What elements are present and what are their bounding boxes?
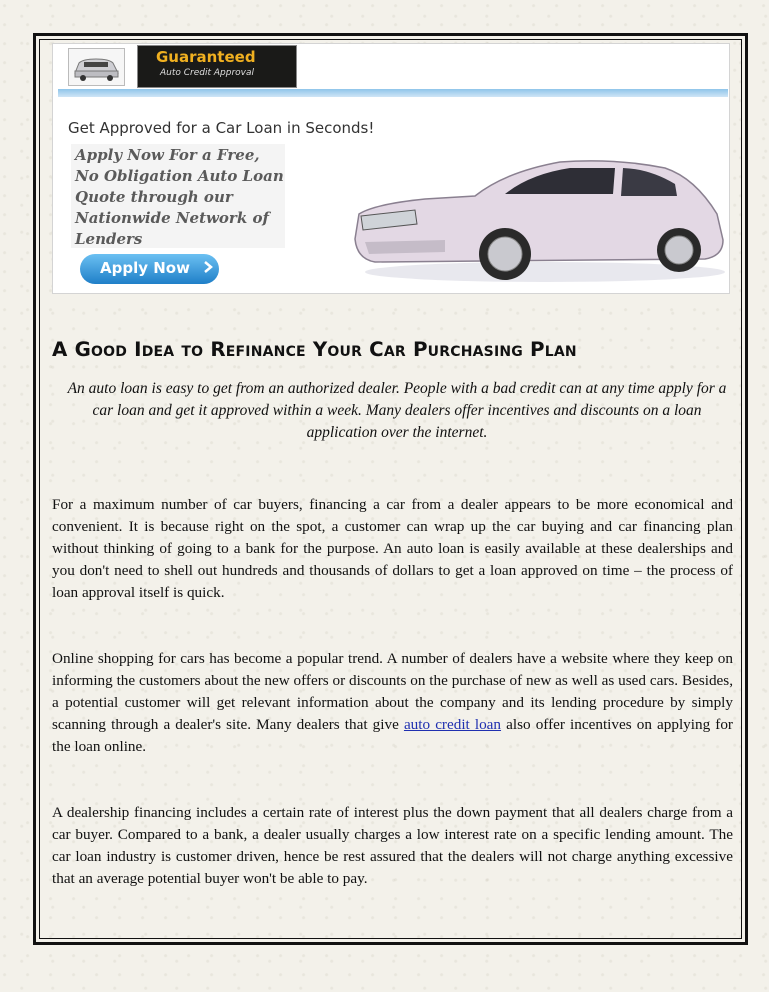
- car-thumbnail-icon: [68, 48, 125, 86]
- article-intro: An auto loan is easy to get from an authorized dealer. People with a bad credit can at any time apply for a car loan and get it approved within a week. Many dealers offer incentives and discounts on a loan application over the internet.: [67, 380, 727, 441]
- paragraph-2: [52, 648, 733, 758]
- banner-cta-text: Apply Now For a Free, No Obligation Auto Loan Quote through our Nationwide Network of Lenders: [75, 146, 284, 248]
- article-title: A Good Idea to Refinance Your Car Purchasing Plan: [52, 338, 577, 361]
- logo-subtitle: Auto Credit Approval: [160, 68, 255, 78]
- logo-text: [137, 45, 297, 88]
- logo-title: Guaranteed: [156, 48, 256, 66]
- sedan-car-image: [345, 144, 725, 289]
- paragraph-2-text-start: Online shopping for cars has become a popular trend. A number of dealers have a website where they keep on informing the customers about the new offers or discounts on the purchase of new as well as used cars. Besides, a potential customer will get relevant information about the company and its lending procedure by simply scanning through a dealer's site. Many dealers that give: [52, 650, 733, 733]
- paragraph-3: A dealership financing includes a certain rate of interest plus the down payment that all dealers charge from a car buyer. Compared to a bank, a dealer usually charges a low interest rate on a specific lending amount. The car loan industry is customer driven, hence be rest assured that the dealers will not charge anything excessive that an average potential buyer won't be able to pay.: [52, 804, 733, 887]
- banner-strip: [58, 89, 728, 97]
- ad-banner[interactable]: [52, 43, 730, 294]
- banner-headline: Get Approved for a Car Loan in Seconds!: [68, 119, 375, 137]
- chevron-right-icon: [203, 259, 213, 277]
- apply-now-button[interactable]: [80, 254, 219, 284]
- paragraph-1: For a maximum number of car buyers, financing a car from a dealer appears to be more economical and convenient. It is because right on the spot, a customer can wrap up the car buying and car financing plan without thinking of going to a bank for the purpose. An auto loan is easily available at these dealerships and you don't need to shell out hundreds and thousands of dollars to get a loan approved on time – the process of loan approval itself is quick.: [52, 496, 733, 601]
- paragraph-2-text-end: also offer incentives on applying for the loan online.: [52, 716, 733, 755]
- logo: [66, 45, 283, 87]
- apply-now-label: Apply Now: [100, 259, 190, 277]
- auto-credit-loan-link[interactable]: auto credit loan: [403, 716, 502, 733]
